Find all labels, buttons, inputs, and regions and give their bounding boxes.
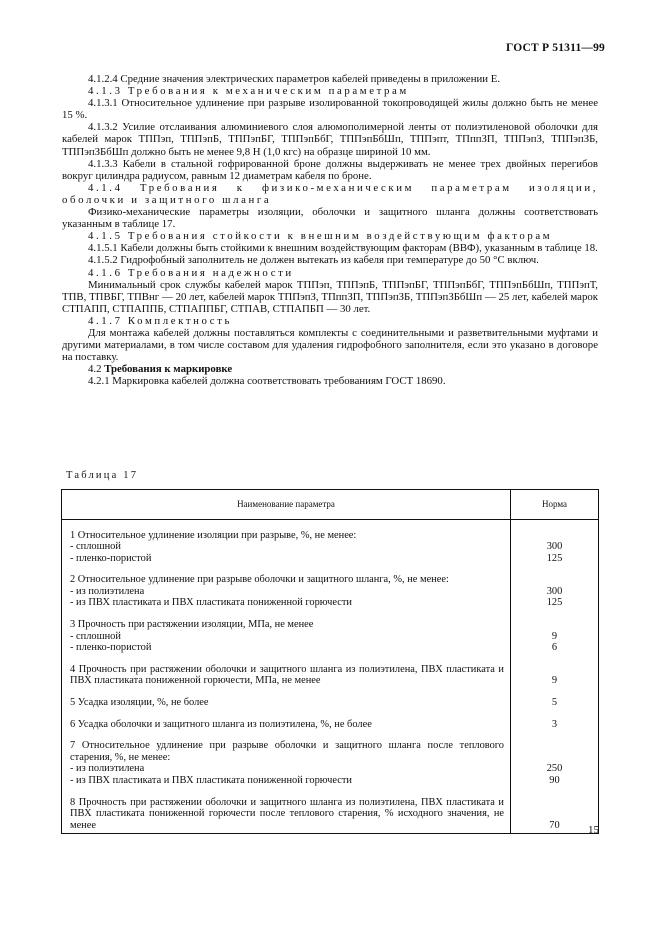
row-item-label: - из полиэтилена	[62, 763, 511, 775]
table-17	[61, 489, 599, 834]
row-title: 2 Относительное удлинение при разрыве оболочки и защитного шланга, %, не менее:	[62, 574, 511, 586]
row-value: 9	[511, 664, 599, 687]
table-row	[62, 631, 599, 643]
row-item-value: 300	[511, 541, 599, 553]
row-title: 7 Относительное удлинение при разрыве оболочки и защитного шланга после теплового старения, %, не менее:	[62, 740, 511, 763]
row-item-label: - пленко-пористой	[62, 642, 511, 654]
table-row	[62, 530, 599, 542]
section-heading: 4.1.4 Требования к физико-механическим параметрам изоляции, оболочки и защитного шланга	[62, 181, 598, 206]
section-heading: 4.1.6 Требования надежности	[88, 266, 294, 279]
row-item-value: 6	[511, 642, 599, 654]
table-row	[62, 775, 599, 787]
row-item-label: - из ПВХ пластиката и ПВХ пластиката пониженной горючести	[62, 597, 511, 609]
paragraph: 4.1.3.3 Кабели в стальной гофрированной броне должны выдерживать не менее трех двойных перегибов вокруг цилиндра радиусом, равным 12 диаметрам кабеля по броне.	[62, 157, 598, 182]
row-title: 3 Прочность при растяжении изоляции, МПа, не менее	[62, 619, 511, 631]
section-heading: 4.1.5 Требования стойкости к внешним воздействующим факторам	[88, 230, 553, 243]
row-title: 1 Относительное удлинение изоляции при разрыве, %, не менее:	[62, 530, 511, 542]
row-value: 5	[511, 697, 599, 709]
row-item-value: 250	[511, 763, 599, 775]
table-row	[62, 586, 599, 598]
table-row	[62, 541, 599, 553]
table-row	[62, 619, 599, 631]
page-number: 15	[588, 824, 599, 836]
paragraph: Физико-механические параметры изоляции, оболочки и защитного шланга должны соответствовать указанным в таблице 17.	[62, 206, 598, 231]
table-row	[62, 597, 599, 609]
paragraph: 4.1.3.2 Усилие отслаивания алюминиевого слоя алюмополимерной ленты от полиэтиленовой оболочки для кабелей марок ТППэп, ТППэпБ, ТППэпБГ, ТППэпБбГ, ТППэпБбШп, ТППэпт, ТПппЗП, ТППэпЗ, ТППэпЗБ, ТППэпЗБбШп должно быть не менее 9,8 Н (1,0 кгс) на образце шириной 10 мм.	[62, 121, 598, 158]
row-item-value: 125	[511, 553, 599, 565]
paragraph: Для монтажа кабелей должны поставляться комплекты с соединительными и разветвительными муфтами и другими материалами, в том числе составом для удаления гидрофобного заполнителя, если это указано в договоре на поставку.	[62, 326, 598, 364]
section-heading: 4.1.3 Требования к механическим параметрам	[88, 85, 409, 98]
section-title: Требования к маркировке	[104, 363, 233, 376]
table-row	[62, 740, 599, 763]
section-heading: 4.1.7 Комплектность	[88, 314, 233, 327]
row-title: 5 Усадка изоляции, %, не более	[62, 697, 511, 709]
row-item-label: - сплошной	[62, 541, 511, 553]
row-item-label: - из ПВХ пластиката и ПВХ пластиката пониженной горючести	[62, 775, 511, 787]
row-title: 4 Прочность при растяжении оболочки и защитного шланга из полиэтилена, ПВХ пластиката и ПВХ пластиката пониженной горючести, МПа, не менее	[62, 664, 511, 687]
row-value: 3	[511, 719, 599, 731]
standard-number: ГОСТ Р 51311—99	[506, 42, 605, 54]
table-row	[62, 574, 599, 586]
section-number: 4.2	[88, 363, 105, 376]
row-item-label: - из полиэтилена	[62, 586, 511, 598]
paragraph: 4.1.3.1 Относительное удлинение при разрыве изолированной токопроводящей жилы должно быть не менее 15 %.	[62, 97, 598, 122]
table-row	[62, 697, 599, 709]
paragraph: 4.2.1 Маркировка кабелей должна соответствовать требованиям ГОСТ 18690.	[88, 375, 446, 388]
row-title: 6 Усадка оболочки и защитного шланга из полиэтилена, %, не более	[62, 719, 511, 731]
column-header-parameter: Наименование параметра	[62, 490, 511, 520]
column-header-norm: Норма	[511, 490, 599, 520]
row-item-value: 125	[511, 597, 599, 609]
document-body	[62, 73, 598, 387]
paragraph: Минимальный срок службы кабелей марок ТППэп, ТППэпБ, ТППэпБГ, ТППэпБбГ, ТППэпБбШп, ТППэпТ, ТПВ, ТПВБГ, ТПВнг — 20 лет, кабелей марок ТППэпЗ, ТПппЗП, ТППэпЗБ, ТППэпЗБбШп — 25 лет, кабелей марок СТПАПП, СТПАППБ, СТПАППБГ, СТПАВ, СТПАПБП — 30 лет.	[62, 278, 598, 315]
table-row	[62, 664, 599, 687]
table-row	[62, 797, 599, 834]
section-heading-bold	[62, 363, 598, 375]
paragraph: 4.1.5.2 Гидрофобный заполнитель не должен вытекать из кабеля при температуре до 50 °С включ.	[88, 254, 539, 267]
table-row	[62, 642, 599, 654]
row-item-value: 90	[511, 775, 599, 787]
row-item-value: 9	[511, 631, 599, 643]
row-title: 8 Прочность при растяжении оболочки и защитного шланга из полиэтилена, ПВХ пластиката и ПВХ пластиката пониженной горючести после теплового старения, % исходного значения, не менее	[62, 797, 511, 834]
table-row	[62, 763, 599, 775]
row-item-value: 300	[511, 586, 599, 598]
row-item-label: - сплошной	[62, 631, 511, 643]
table-row	[62, 719, 599, 731]
paragraph: 4.1.5.1 Кабели должны быть стойкими к внешним воздействующим факторам (ВВФ), указанным в таблице 18.	[88, 242, 598, 255]
row-item-label: - пленко-пористой	[62, 553, 511, 565]
table-row	[62, 553, 599, 565]
paragraph: 4.1.2.4 Средние значения электрических параметров кабелей приведены в приложении Е.	[88, 73, 501, 85]
table-caption: Таблица 17	[66, 470, 139, 481]
row-value: 70	[511, 797, 599, 834]
